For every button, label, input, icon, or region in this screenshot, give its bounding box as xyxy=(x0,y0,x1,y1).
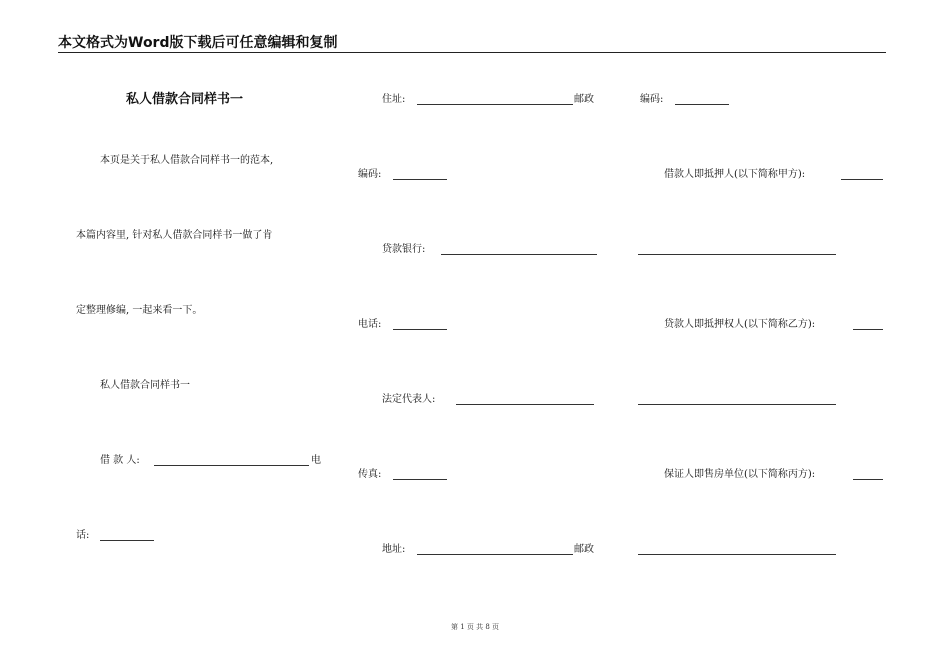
phone-suffix: 电 xyxy=(311,455,321,466)
intro-line-2: 本篇内容里, 针对私人借款合同样书一做了肯 xyxy=(76,230,273,241)
party-b-line xyxy=(638,404,836,405)
address2-blank xyxy=(417,554,573,555)
code-label-2: 编码: xyxy=(640,94,664,105)
party-a-line xyxy=(638,254,836,255)
postal2-suffix: 邮政 xyxy=(574,544,594,555)
header-divider xyxy=(58,52,886,53)
borrower-blank xyxy=(154,465,309,466)
contract-subtitle: 私人借款合同样书一 xyxy=(100,380,190,391)
legal-rep-label: 法定代表人: xyxy=(382,394,436,405)
loan-bank-blank xyxy=(441,254,597,255)
intro-line-3: 定整理修编, 一起来看一下。 xyxy=(76,305,203,316)
party-c-label: 保证人即售房单位(以下简称丙方): xyxy=(664,469,816,480)
contract-title: 私人借款合同样书一 xyxy=(126,92,244,107)
party-b-blank xyxy=(853,329,883,330)
party-a-blank xyxy=(841,179,883,180)
party-c-blank xyxy=(853,479,883,480)
fax-blank xyxy=(393,479,447,480)
postal-suffix: 邮政 xyxy=(574,94,594,105)
party-b-label: 贷款人即抵押权人(以下简称乙方): xyxy=(664,319,816,330)
address-blank xyxy=(417,104,573,105)
code-blank-2 xyxy=(675,104,729,105)
bank-phone-blank xyxy=(393,329,447,330)
code-label: 编码: xyxy=(358,169,382,180)
legal-rep-blank xyxy=(456,404,594,405)
phone-blank xyxy=(100,540,154,541)
party-c-line xyxy=(638,554,836,555)
party-a-label: 借款人即抵押人(以下简称甲方): xyxy=(664,169,806,180)
phone-label: 话: xyxy=(76,530,90,541)
intro-line-1: 本页是关于私人借款合同样书一的范本, xyxy=(100,155,274,166)
fax-label: 传真: xyxy=(358,469,382,480)
address-label: 住址: xyxy=(382,94,406,105)
address2-label: 地址: xyxy=(382,544,406,555)
document-header: 本文格式为Word版下载后可任意编辑和复制 xyxy=(58,35,338,51)
borrower-label: 借 款 人: xyxy=(100,455,140,466)
bank-phone-label: 电话: xyxy=(358,319,382,330)
loan-bank-label: 贷款银行: xyxy=(382,244,426,255)
page-number: 第 1 页 共 8 页 xyxy=(450,623,500,631)
code-blank xyxy=(393,179,447,180)
